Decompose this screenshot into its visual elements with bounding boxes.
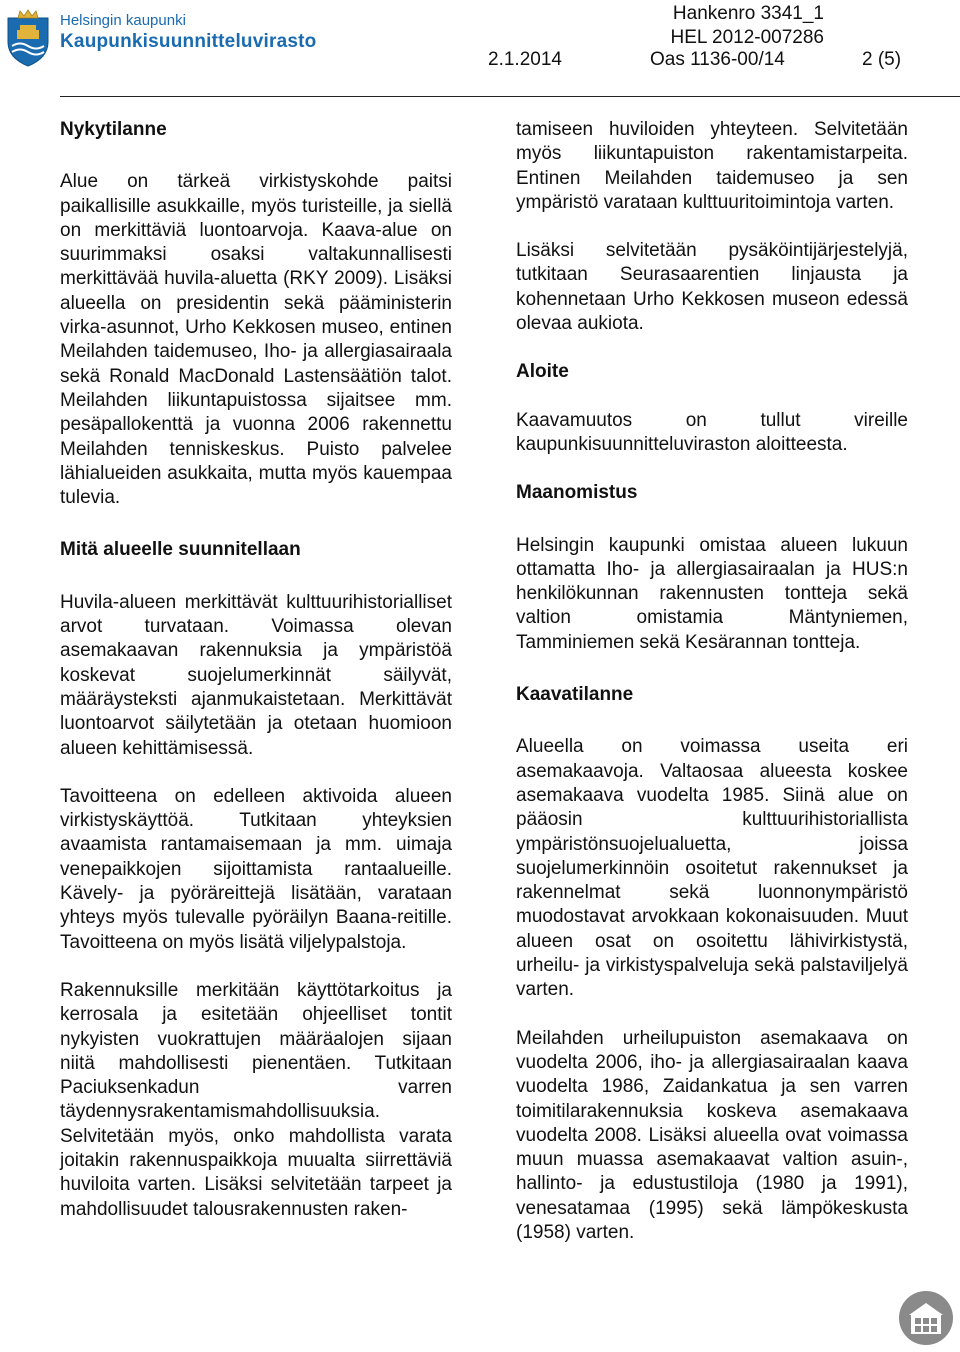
- header-divider: [60, 96, 960, 97]
- kaavatilanne-heading: Kaavatilanne: [516, 684, 634, 706]
- helsinki-crest-icon: [4, 8, 52, 68]
- aloite-paragraph: Kaavamuutos on tullut vireille kaupunkisuunnitteluviraston aloitteesta.: [516, 409, 908, 455]
- page-number: 2 (5): [862, 49, 902, 70]
- aloite-heading: Aloite: [516, 361, 569, 383]
- document-date: 2.1.2014: [488, 49, 562, 70]
- nykytilanne-heading: Nykytilanne: [60, 119, 167, 140]
- suunnitellaan-paragraph-3: Rakennuksille merkitään käyttötarkoitus ja kerrosala ja esitetään ohjeelliset tontit nykyisten vuokrattujen määräalojen sijaan niitä mahdollisesti pienentäen. Tutkitaan Paciuksenkadun varren täydennysrakentamismahdollisuuksia. Selvitetään myös, onko mahdollista varata joitakin rakennuspaikkoja muualta siirrettäviä huviloita varten. Lisäksi selvitetään tarpeet ja mahdollisuudet talousrakennusten raken-: [60, 979, 452, 1220]
- suunnitellaan-paragraph-2: Tavoitteena on edelleen aktivoida alueen virkistyskäyttöä. Tutkitaan yhteyksien avaamista rantamaisemaan ja mm. uimaja venepaikkojen sijoittamista rantaalueille. Kävely- ja pyöräreittejä lisätään, varataan yhteys myös tulevalle pyöräilyn Baana-reitille. Tavoitteena on myös lisätä viljelypalstoja.: [60, 785, 452, 953]
- nykytilanne-paragraph: Alue on tärkeä virkistyskohde paitsi paikallisille asukkaille, myös turisteille, ja siellä on merkittäviä luontoarvoja. Kaava-alue on suurimmaksi osaksi valtakunnallisesti merkittävää huvila-aluetta (RKY 2009). Lisäksi alueella on presidentin sekä pääministerin virka-asunnot, Urho Kekkosen museo, entinen Meilahden taidemuseo, Iho- ja allergiasairaala sekä Ronald MacDonald Lastensäätiön talot. Meilahden liikuntapuistossa sijaitsee mm. pesäpallokenttä ja vuonna 2006 rakennettu Meilahden tenniskeskus. Puisto palvelee lähialueiden asukkaita, mutta myös kauempaa tulevia.: [60, 171, 452, 509]
- organization-block: [60, 12, 316, 54]
- kaavatilanne-paragraph-1: Alueella on voimassa useita eri asemakaavoja. Valtaosaa alueesta koskee asemakaava vuodelta 1985. Siinä alue on pääosin kulttuurihistoriallista ympäristönsuojelualuetta, joissa suojelumerkinnöin osoitetut rakennukset ja rakennelmat sekä luonnonympäristö muodostavat arvokkaan kokonaisuuden. Muut alueen osat on osoitettu lähivirkistystä, urheilu- ja virkistyspalveluja sekä palstaviljelyä varten.: [516, 736, 908, 1001]
- left-column: [60, 118, 452, 1222]
- document-identifiers: [670, 2, 824, 50]
- watermark-badge-icon: [898, 1290, 954, 1346]
- case-number: Hankenro 3341_1: [672, 3, 824, 24]
- suunnitellaan-paragraph-1: Huvila-alueen merkittävät kulttuurihistorialliset arvot turvataan. Voimassa olevan asemakaavan rakennuksia ja ympäristöä koskevat suojelumerkinnät säilyvät, määräysteksti ajanmukaistetaan. Merkittävät luontoarvot säilytetään ja otetaan huomioon alueen kehittämisessä.: [60, 591, 452, 759]
- continuation-paragraph-2: Lisäksi selvitetään pysäköintijärjestelyjä, tutkitaan Seurasaarentien linjausta ja kohennetaan Urho Kekkosen museon edessä olevaa aukiota.: [516, 240, 908, 335]
- kaavatilanne-paragraph-2: Meilahden urheilupuiston asemakaava on vuodelta 2006, iho- ja allergiasairaalan kaava vuodelta 1986, Zaidankatua ja sen varren toimitilarakennuksia koskeva asemakaava vuodelta 2008. Lisäksi alueella ovat voimassa muun muassa asemakaavat valtion asuin-, hallinto- ja edustustiloja (1980 ja 1991), venesatamaa (1995) sekä lämpökeskusta (1958) varten.: [516, 1027, 908, 1243]
- office-name: Kaupunkisuunnitteluvirasto: [60, 31, 317, 52]
- continuation-paragraph-1: tamiseen huviloiden yhteyteen. Selvitetään myös liikuntapuiston rakentamistarpeita. Entinen Meilahden taidemuseo ja sen ympäristö varataan kulttuuritoimintoja varten.: [516, 119, 908, 213]
- city-name: Helsingin kaupunki: [60, 12, 186, 29]
- maanomistus-paragraph: Helsingin kaupunki omistaa alueen lukuun ottamatta Iho- ja allergiasairaalan ja HUS:n henkilökunnan rakennusten tontteja sekä valtion omistamia Mäntyniemen, Tamminiemen sekä Kesärannan tontteja.: [516, 534, 908, 653]
- right-column: [516, 118, 908, 1245]
- hel-number: HEL 2012-007286: [670, 27, 824, 48]
- suunnitellaan-heading: Mitä alueelle suunnitellaan: [60, 539, 301, 561]
- maanomistus-heading: Maanomistus: [516, 482, 638, 504]
- oas-number: Oas 1136-00/14: [650, 49, 785, 70]
